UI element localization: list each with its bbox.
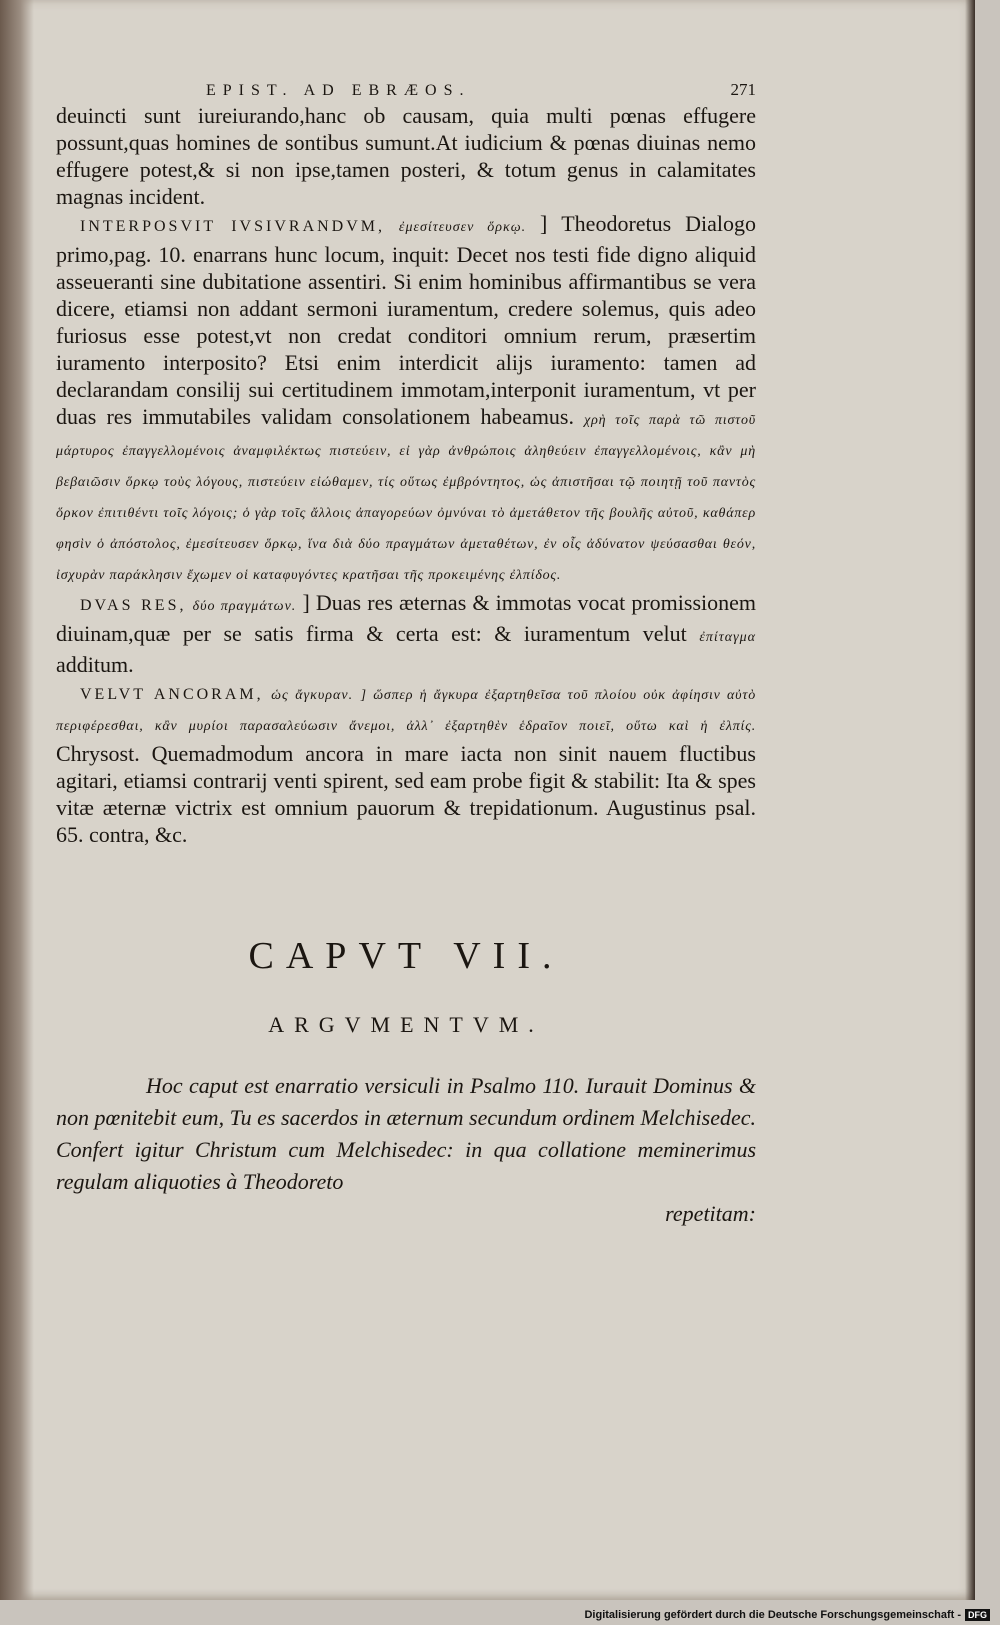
paragraph-4-text: Chrysost. Quemadmodum ancora in mare iacta non sinit nauem fluctibus agitari, etiamsi contrarij venti spirent, sed eam probe figit & stabilit: Ita & spes vitæ æternæ victrix est omnium pauorum & trepidationum. Augustinus psal. 65. contra, &c. bbox=[56, 741, 756, 847]
page-number: 271 bbox=[730, 80, 756, 99]
page-content bbox=[56, 80, 756, 1230]
greek-lemma: δύο πραγμάτων. bbox=[192, 599, 297, 614]
paragraph-2-text: ] Theodoretus Dialogo primo,pag. 10. enarrans hunc locum, inquit: Decet nos testi fide digno aliquid asseueranti sine dubitatione assentiri. Si enim hominibus affirmantibus se vera dicere, etiamsi non addant sermoni iuramentum, credere solemus, quis adeo furiosus esse potest,vt non credat conditori omnium rerum, præsertim iuramento interposito? Etsi enim interdicit alijs iuramento: tamen ad declarandam consilij sui certitudinem immotam,interponit iuramentum, vt per duas res immutabiles validam consolationem habeamus. bbox=[56, 211, 756, 429]
greek-lemma: ὡς ἄγκυραν. bbox=[271, 688, 354, 703]
lemma-duas-res: DVAS RES, bbox=[80, 597, 187, 614]
paragraph-3 bbox=[56, 589, 756, 678]
running-head bbox=[56, 80, 756, 100]
chapter-title: CAPVT VII. bbox=[248, 935, 564, 977]
argument-title: ARGVMENTVM. bbox=[268, 1012, 544, 1037]
lemma-velut-ancoram: VELVT ANCORAM, bbox=[80, 686, 264, 703]
greek-quote-theodoret: χρὴ τοῖς παρὰ τῶ πιστοῦ μάρτυρος ἐπαγγελλομένοις ἀναμφιλέκτως πιστεύειν, εἰ γὰρ ἀνθρώποις ἀληθεύειν ἐπαγγελλομένοις, κἂν μὴ βεβαιῶσιν ὅρκῳ τοὺς λόγους, πιστεύειν εἰώθαμεν, τίς οὕτως ἐμβρόντητος, ὡς ἀπιστῆσαι τῷ ποιητῇ τοῦ παντὸς ὅρκον ἐπιτιθέντι τοῖς λόγοις; ὁ γὰρ τοῖς ἄλλοις ἀπαγορεύων ὀμνύναι τὸ ἀμετάθετον τῆς βουλῆς αὐτοῦ, καθάπερ φησὶν ὁ ἀπόστολος, ἐμεσίτευσεν ὅρκῳ, ἵνα διὰ δύο πραγμάτων ἀμεταθέτων, ἐν οἷς ἀδύνατον ψεύσασθαι θεόν, ἰσχυρὰν παράκλησιν ἔχωμεν οἱ καταφυγόντες κρατῆσαι τῆς προκειμένης ἐλπίδος. bbox=[56, 413, 756, 583]
argument-text: Hoc caput est enarratio versiculi in Psalmo 110. Iurauit Dominus & non pœnitebit eum, Tu es sacerdos in æternum secundum ordinem Melchisedec. Confert igitur Christum cum Melchisedec: in qua collatione meminerimus regulam aliquoties à Theodoreto bbox=[56, 1073, 756, 1194]
paragraph-3-text-end: additum. bbox=[56, 652, 134, 677]
paragraph-1: deuincti sunt iureiurando,hanc ob causam, quia multi pœnas effugere possunt,quas homines de sontibus sumunt.At iudicium & pœnas diuinas nemo effugere potest,& si non ipse,tamen posteri, & totum genus in calamitates magnas incident. bbox=[56, 103, 756, 209]
lemma-interposuit: INTERPOSVIT IVSIVRANDVM, bbox=[80, 218, 386, 235]
paragraph-2 bbox=[56, 210, 756, 589]
greek-word: ἐπίταγμα bbox=[699, 630, 757, 645]
dfg-logo: DFG bbox=[965, 1609, 990, 1621]
greek-quote-chrysostom: ] ὥσπερ ἡ ἄγκυρα ἐξαρτηθεῖσα τοῦ πλοίου οὐκ ἀφίησιν αὐτὸ περιφέρεσθαι, κἂν μυρίοι παρασαλεύωσιν ἄνεμοι, ἀλλ᾽ ἐξαρτηθὲν ἑδραῖον ποιεῖ, οὕτω καὶ ἡ ἐλπίς. bbox=[56, 688, 757, 734]
greek-lemma: ἐμεσίτευσεν ὅρκῳ. bbox=[398, 220, 527, 235]
running-head-title: EPIST. AD EBRÆOS. bbox=[206, 82, 471, 99]
digitization-footer bbox=[584, 1609, 990, 1621]
paragraph-3-text: ] Duas res æternas & immotas vocat promissionem diuinam,quæ per se satis firma & certa est: & iuramentum velut bbox=[56, 590, 756, 646]
paragraph-4 bbox=[56, 678, 756, 848]
footer-text: Digitalisierung gefördert durch die Deutsche Forschungsgemeinschaft - bbox=[584, 1609, 961, 1621]
argument-end: repetitam: bbox=[665, 1201, 756, 1226]
